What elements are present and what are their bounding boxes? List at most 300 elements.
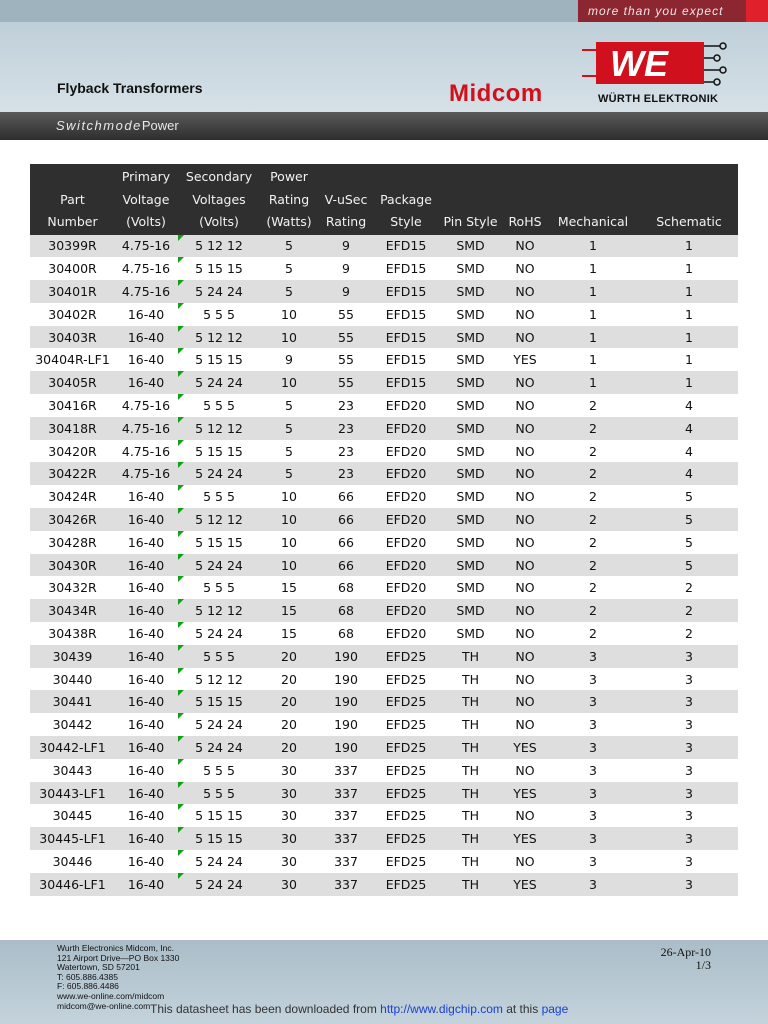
table-cell <box>437 485 504 508</box>
table-cell <box>177 326 261 349</box>
table-cell <box>317 508 375 531</box>
table-cell <box>640 485 738 508</box>
cell-value: 55 <box>338 352 354 368</box>
table-cell <box>546 326 640 349</box>
table-cell <box>177 303 261 326</box>
table-cell <box>504 645 546 668</box>
cell-value: 9 <box>342 238 350 254</box>
column-header-line: (Watts) <box>266 214 312 229</box>
table-cell <box>30 326 115 349</box>
table-cell <box>375 508 437 531</box>
download-prefix: This datasheet has been downloaded from <box>150 1002 381 1016</box>
column-header <box>375 164 437 235</box>
table-cell <box>115 394 177 417</box>
table-cell <box>640 257 738 280</box>
cell-value: YES <box>513 876 537 892</box>
table-cell <box>546 690 640 713</box>
table-cell <box>317 485 375 508</box>
we-logo-text: WE <box>610 43 668 84</box>
table-cell <box>437 599 504 622</box>
cell-value: 16-40 <box>127 808 165 824</box>
table-cell <box>115 417 177 440</box>
table-cell <box>546 417 640 440</box>
cell-value: 3 <box>589 671 597 687</box>
table-cell <box>375 417 437 440</box>
cell-value: 16-40 <box>127 625 165 641</box>
table-cell <box>504 873 546 896</box>
cell-value: 30401R <box>48 283 97 299</box>
cell-value: 4.75-16 <box>121 283 171 299</box>
cell-value: TH <box>461 739 480 755</box>
table-cell <box>115 782 177 805</box>
cell-value: 30 <box>281 853 297 869</box>
cell-value: EFD25 <box>385 739 427 755</box>
cell-value: 337 <box>334 785 358 801</box>
table-cell <box>177 736 261 759</box>
cell-value: NO <box>515 648 535 664</box>
table-cell <box>115 576 177 599</box>
cell-value: 15 <box>281 580 297 596</box>
tagline: more than you expect <box>578 0 768 22</box>
cell-value: 16-40 <box>127 352 165 368</box>
download-middle: at this <box>502 1002 542 1016</box>
cell-value: 4 <box>685 443 693 459</box>
table-cell <box>177 645 261 668</box>
cell-value: 3 <box>589 808 597 824</box>
table-cell <box>504 394 546 417</box>
cell-value: EFD20 <box>385 603 427 619</box>
cell-value: 3 <box>589 762 597 778</box>
table-cell <box>317 531 375 554</box>
column-header-line: Voltages <box>192 191 246 207</box>
table-cell <box>261 440 317 463</box>
table-cell <box>177 394 261 417</box>
table-cell <box>504 782 546 805</box>
table-row <box>30 736 738 759</box>
address-line: Wurth Electronics Midcom, Inc. <box>57 943 174 953</box>
table-row <box>30 326 738 349</box>
cell-value: 5 5 5 <box>203 489 235 505</box>
table-cell <box>115 326 177 349</box>
cell-value: 5 12 12 <box>195 671 243 687</box>
cell-value: 5 12 12 <box>195 511 243 527</box>
table-cell <box>437 668 504 691</box>
table-cell <box>30 394 115 417</box>
cell-value: 30445-LF1 <box>39 831 106 847</box>
table-cell <box>177 462 261 485</box>
table-cell <box>115 235 177 258</box>
cell-value: YES <box>513 352 537 368</box>
address-line: www.we-online.com/midcom <box>57 990 165 1001</box>
table-cell <box>504 440 546 463</box>
cell-value: 5 24 24 <box>195 625 243 641</box>
table-cell <box>115 804 177 827</box>
cell-value: NO <box>515 762 535 778</box>
table-cell <box>640 348 738 371</box>
table-cell <box>30 485 115 508</box>
table-cell <box>504 257 546 280</box>
cell-value: TH <box>461 717 480 733</box>
table-cell <box>317 850 375 873</box>
cell-value: EFD25 <box>385 808 427 824</box>
cell-value: 10 <box>281 306 297 322</box>
cell-value: EFD25 <box>385 717 427 733</box>
cell-value: EFD25 <box>385 694 427 710</box>
cell-value: 1 <box>685 238 693 254</box>
table-cell <box>640 827 738 850</box>
address-line: Watertown, SD 57201 <box>57 962 140 973</box>
cell-value: NO <box>515 603 535 619</box>
cell-value: 30446 <box>52 853 93 869</box>
table-cell <box>261 531 317 554</box>
table-cell <box>375 622 437 645</box>
column-header-line: Package <box>380 191 432 207</box>
cell-value: 5 <box>285 420 293 436</box>
table-row <box>30 280 738 303</box>
cell-value: 4.75-16 <box>121 397 171 413</box>
cell-value: NO <box>515 238 535 254</box>
table-cell <box>115 348 177 371</box>
table-cell <box>115 850 177 873</box>
table-cell <box>546 371 640 394</box>
cell-value: NO <box>515 489 535 505</box>
table-cell <box>30 235 115 258</box>
cell-value: 2 <box>589 443 597 459</box>
comment-marker-icon <box>178 782 184 788</box>
cell-value: 9 <box>285 352 293 368</box>
tagline-accent <box>746 0 768 22</box>
cell-value: 16-40 <box>127 853 165 869</box>
cell-value: 2 <box>589 557 597 573</box>
cell-value: 3 <box>685 808 693 824</box>
cell-value: 10 <box>281 329 297 345</box>
cell-value: 20 <box>281 694 297 710</box>
cell-value: 55 <box>338 375 354 391</box>
cell-value: 16-40 <box>127 489 165 505</box>
cell-value: 30432R <box>48 580 97 596</box>
table-cell <box>30 759 115 782</box>
table-cell <box>115 440 177 463</box>
section-title-italic: Switchmode <box>56 118 142 133</box>
column-header-line: Pin Style <box>443 214 498 229</box>
address-line: T: 605.886.4385 <box>57 971 118 982</box>
cell-value: NO <box>515 397 535 413</box>
table-cell <box>30 873 115 896</box>
table-cell <box>504 622 546 645</box>
table-cell <box>30 599 115 622</box>
table-row <box>30 462 738 485</box>
column-header <box>640 164 738 235</box>
table-cell <box>317 417 375 440</box>
table-row <box>30 348 738 371</box>
cell-value: NO <box>515 808 535 824</box>
cell-value: NO <box>515 283 535 299</box>
table-cell <box>546 531 640 554</box>
cell-value: NO <box>515 375 535 391</box>
cell-value: 16-40 <box>127 876 165 892</box>
table-cell <box>504 668 546 691</box>
cell-value: 30400R <box>48 261 97 277</box>
table-cell <box>546 303 640 326</box>
cell-value: 5 24 24 <box>195 283 243 299</box>
table-cell <box>30 371 115 394</box>
table-cell <box>640 531 738 554</box>
cell-value: 3 <box>589 648 597 664</box>
table-cell <box>317 326 375 349</box>
brand-name: WÜRTH ELEKTRONIK <box>598 93 719 105</box>
table-cell <box>640 645 738 668</box>
table-cell <box>640 713 738 736</box>
cell-value: 20 <box>281 648 297 664</box>
cell-value: 16-40 <box>127 306 165 322</box>
table-cell <box>546 713 640 736</box>
cell-value: 30442 <box>52 717 93 733</box>
cell-value: 5 15 15 <box>195 534 243 550</box>
table-cell <box>30 804 115 827</box>
table-cell <box>177 782 261 805</box>
cell-value: 30403R <box>48 329 97 345</box>
table-cell <box>115 759 177 782</box>
table-cell <box>115 622 177 645</box>
table-cell <box>375 326 437 349</box>
cell-value: 2 <box>589 420 597 436</box>
cell-value: 5 5 5 <box>203 580 235 596</box>
column-header-line: Rating <box>325 214 367 229</box>
table-cell <box>504 462 546 485</box>
cell-value: 337 <box>334 876 358 892</box>
table-cell <box>317 873 375 896</box>
cell-value: 3 <box>685 648 693 664</box>
table-row <box>30 804 738 827</box>
cell-value: NO <box>515 466 535 482</box>
table-cell <box>115 873 177 896</box>
table-cell <box>437 280 504 303</box>
table-cell <box>317 348 375 371</box>
table-cell <box>115 690 177 713</box>
cell-value: 16-40 <box>127 511 165 527</box>
table-cell <box>317 576 375 599</box>
cell-value: 55 <box>338 329 354 345</box>
table-cell <box>177 622 261 645</box>
table-cell <box>375 462 437 485</box>
cell-value: 30439 <box>52 648 93 664</box>
table-cell <box>317 827 375 850</box>
cell-value: SMD <box>456 420 485 436</box>
cell-value: 5 15 15 <box>195 808 243 824</box>
cell-value: 2 <box>589 511 597 527</box>
table-cell <box>30 782 115 805</box>
table-cell <box>177 485 261 508</box>
cell-value: 5 <box>685 557 693 573</box>
column-header <box>437 164 504 235</box>
table-cell <box>317 690 375 713</box>
column-header-line: Schematic <box>656 214 722 229</box>
cell-value: EFD25 <box>385 876 427 892</box>
cell-value: TH <box>461 853 480 869</box>
cell-value: 30404R-LF1 <box>35 352 110 368</box>
cell-value: 2 <box>589 580 597 596</box>
cell-value: 4.75-16 <box>121 261 171 277</box>
table-row <box>30 235 738 258</box>
table-cell <box>375 690 437 713</box>
table-cell <box>504 759 546 782</box>
cell-value: 30418R <box>48 420 97 436</box>
download-page-link[interactable]: page <box>541 1002 569 1016</box>
table-cell <box>437 348 504 371</box>
table-cell <box>115 713 177 736</box>
comment-marker-icon <box>178 759 184 765</box>
table-cell <box>30 576 115 599</box>
cell-value: 4 <box>685 466 693 482</box>
cell-value: 16-40 <box>127 557 165 573</box>
cell-value: EFD25 <box>385 671 427 687</box>
table-cell <box>437 257 504 280</box>
cell-value: 68 <box>338 603 354 619</box>
cell-value: EFD20 <box>385 420 427 436</box>
column-header-line: Mechanical <box>557 214 629 229</box>
cell-value: 3 <box>589 831 597 847</box>
cell-value: 30 <box>281 808 297 824</box>
cell-value: 3 <box>685 671 693 687</box>
table-cell <box>177 827 261 850</box>
table-cell <box>375 257 437 280</box>
table-cell <box>546 462 640 485</box>
table-cell <box>30 508 115 531</box>
table-cell <box>261 736 317 759</box>
table-cell <box>546 645 640 668</box>
cell-value: EFD20 <box>385 466 427 482</box>
cell-value: 30 <box>281 876 297 892</box>
cell-value: TH <box>461 876 480 892</box>
column-header-line: RoHS <box>508 214 542 229</box>
cell-value: TH <box>461 671 480 687</box>
cell-value: TH <box>461 785 480 801</box>
table-cell <box>317 782 375 805</box>
table-row <box>30 690 738 713</box>
cell-value: SMD <box>456 580 485 596</box>
table-cell <box>30 827 115 850</box>
column-header-line: Secondary <box>185 169 253 184</box>
cell-value: 5 24 24 <box>195 853 243 869</box>
table-cell <box>437 394 504 417</box>
cell-value: 66 <box>338 557 354 573</box>
table-cell <box>437 508 504 531</box>
cell-value: 5 <box>285 238 293 254</box>
cell-value: 1 <box>685 352 693 368</box>
table-row <box>30 554 738 577</box>
address-line: 121 Airport Drive—PO Box 1330 <box>57 952 180 963</box>
download-link[interactable]: http://www.digchip.com <box>380 1002 503 1016</box>
table-cell <box>546 850 640 873</box>
table-cell <box>261 850 317 873</box>
cell-value: TH <box>461 694 480 710</box>
column-header-line: Part <box>60 191 85 207</box>
cell-value: 1 <box>589 261 597 277</box>
table-cell <box>115 508 177 531</box>
table-cell <box>546 554 640 577</box>
table-cell <box>546 599 640 622</box>
table-cell <box>504 417 546 440</box>
cell-value: 16-40 <box>127 534 165 550</box>
table-cell <box>317 759 375 782</box>
table-cell <box>317 280 375 303</box>
column-header <box>177 164 261 235</box>
comment-marker-icon <box>178 257 184 263</box>
table-cell <box>437 759 504 782</box>
cell-value: 15 <box>281 625 297 641</box>
table-cell <box>261 326 317 349</box>
table-cell <box>437 554 504 577</box>
table-cell <box>375 485 437 508</box>
cell-value: 3 <box>589 876 597 892</box>
table-cell <box>177 257 261 280</box>
cell-value: 190 <box>334 717 358 733</box>
product-table <box>30 164 738 896</box>
table-cell <box>375 713 437 736</box>
table-cell <box>640 804 738 827</box>
table-cell <box>261 690 317 713</box>
column-header-line: Primary <box>121 169 171 184</box>
table-cell <box>375 668 437 691</box>
cell-value: SMD <box>456 329 485 345</box>
table-row <box>30 394 738 417</box>
table-cell <box>375 599 437 622</box>
table-row <box>30 576 738 599</box>
cell-value: 5 5 5 <box>203 397 235 413</box>
cell-value: 5 5 5 <box>203 762 235 778</box>
table-cell <box>115 668 177 691</box>
table-cell <box>640 759 738 782</box>
table-cell <box>504 508 546 531</box>
table-cell <box>546 736 640 759</box>
cell-value: EFD20 <box>385 511 427 527</box>
comment-marker-icon <box>178 599 184 605</box>
cell-value: 2 <box>589 534 597 550</box>
cell-value: 4.75-16 <box>121 466 171 482</box>
table-cell <box>177 850 261 873</box>
table-cell <box>261 576 317 599</box>
table-cell <box>504 736 546 759</box>
table-cell <box>261 303 317 326</box>
table-cell <box>375 531 437 554</box>
table-cell <box>30 713 115 736</box>
cell-value: 16-40 <box>127 648 165 664</box>
table-cell <box>546 782 640 805</box>
table-cell <box>640 508 738 531</box>
table-cell <box>115 599 177 622</box>
table-cell <box>30 622 115 645</box>
table-cell <box>317 257 375 280</box>
table-cell <box>437 713 504 736</box>
cell-value: 5 12 12 <box>195 420 243 436</box>
cell-value: 5 5 5 <box>203 785 235 801</box>
cell-value: 5 15 15 <box>195 831 243 847</box>
cell-value: 30440 <box>52 671 93 687</box>
cell-value: EFD15 <box>385 306 427 322</box>
cell-value: 3 <box>685 694 693 710</box>
page-meta <box>661 946 711 972</box>
cell-value: 2 <box>685 603 693 619</box>
table-cell <box>640 690 738 713</box>
cell-value: NO <box>515 625 535 641</box>
table-cell <box>261 645 317 668</box>
table-cell <box>375 554 437 577</box>
table-cell <box>177 417 261 440</box>
cell-value: TH <box>461 831 480 847</box>
table-cell <box>261 280 317 303</box>
table-cell <box>375 576 437 599</box>
cell-value: 2 <box>589 489 597 505</box>
